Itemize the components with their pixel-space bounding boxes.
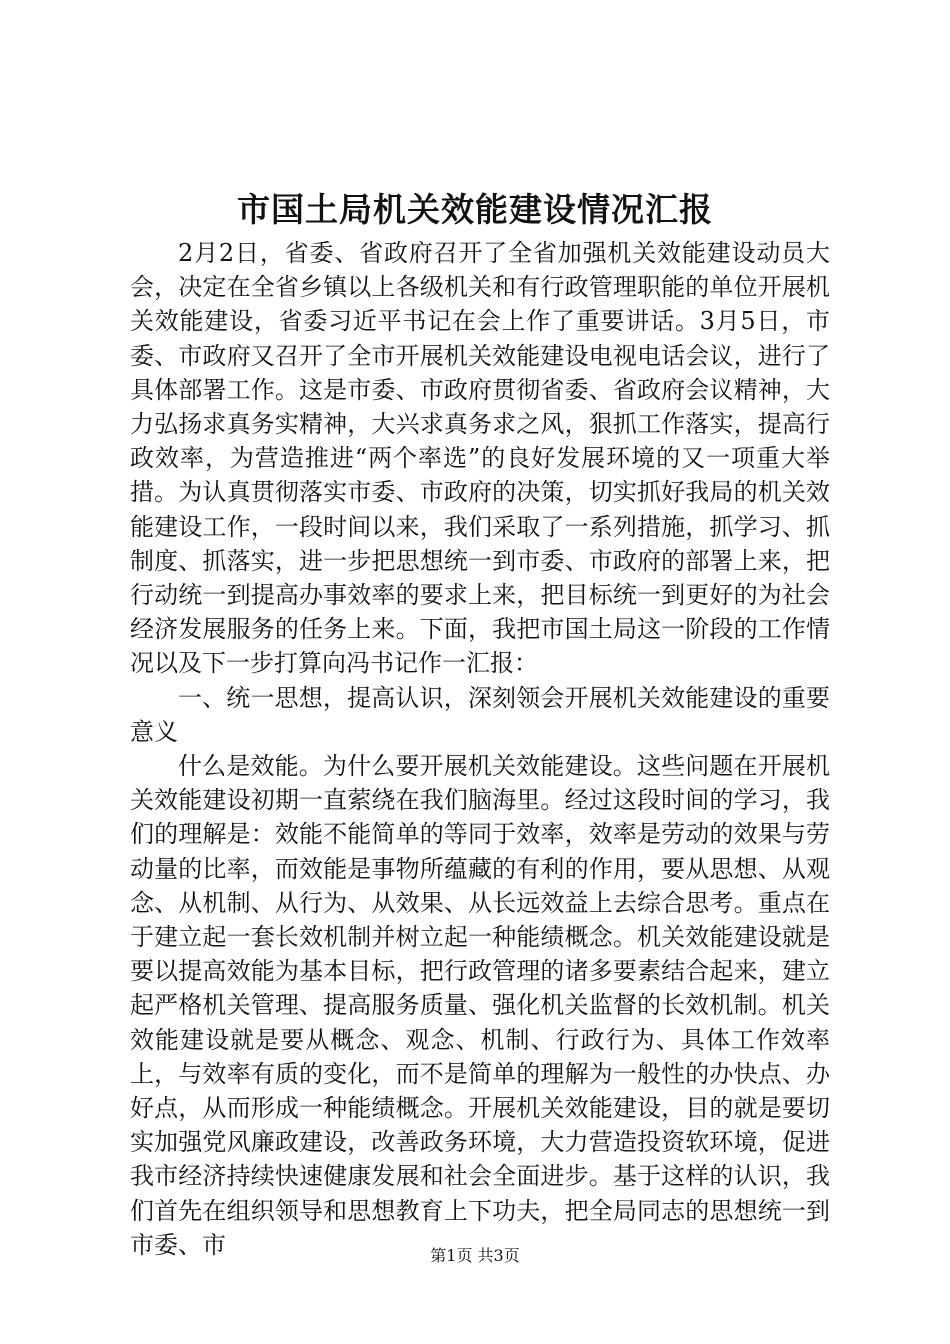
document-title: 市国土局机关效能建设情况汇报 [237, 190, 713, 229]
section-heading-1: 一、统一思想，提高认识，深刻领会开展机关效能建设的重要意义 [130, 683, 830, 746]
document-body [130, 236, 830, 1262]
page-number: 第1页 [430, 1246, 473, 1265]
page-footer [0, 1244, 950, 1268]
page-total: 共3页 [477, 1246, 520, 1265]
paragraph-intro: 2月2日，省委、省政府召开了全省加强机关效能建设动员大会，决定在全省乡镇以上各级机关和有行政管理职能的单位开展机关效能建设，省委习近平书记在会上作了重要讲话。3月5日，市委、市政府又召开了全市开展机关效能建设电视电话会议，进行了具体部署工作。这是市委、市政府贯彻省委、省政府会议精神，大力弘扬求真务实精神，大兴求真务求之风，狠抓工作落实，提高行政效率，为营造推进“两个率选”的良好发展环境的又一项重大举措。为认真贯彻落实市委、市政府的决策，切实抓好我局的机关效能建设工作，一段时间以来，我们采取了一系列措施，抓学习、抓制度、抓落实，进一步把思想统一到市委、市政府的部署上来，把行动统一到提高办事效率的要求上来，把目标统一到更好的为社会经济发展服务的任务上来。下面，我把市国土局这一阶段的工作情况以及下一步打算向冯书记作一汇报： [130, 239, 830, 678]
paragraph-efficiency: 什么是效能。为什么要开展机关效能建设。这些问题在开展机关效能建设初期一直萦绕在我们脑海里。经过这段时间的学习，我们的理解是：效能不能简单的等同于效率，效率是劳动的效果与劳动量的比率，而效能是事物所蕴藏的有利的作用，要从思想、从观念、从机制、从行为、从效果、从长远效益上去综合思考。重点在于建立起一套长效机制并树立起一种能绩概念。机关效能建设就是要以提高效能为基本目标，把行政管理的诸多要素结合起来，建立起严格机关管理、提高服务质量、强化机关监督的长效机制。机关效能建设就是要从概念、观念、机制、行政行为、具体工作效率上，与效率有质的变化，而不是简单的理解为一般性的办快点、办好点，从而形成一种能绩概念。开展机关效能建设，目的就是要切实加强党风廉政建设，改善政务环境，大力营造投资软环境，促进我市经济持续快速健康发展和社会全面进步。基于这样的认识，我们首先在组织领导和思想教育上下功夫，把全局同志的思想统一到市委、市 [130, 752, 830, 1259]
